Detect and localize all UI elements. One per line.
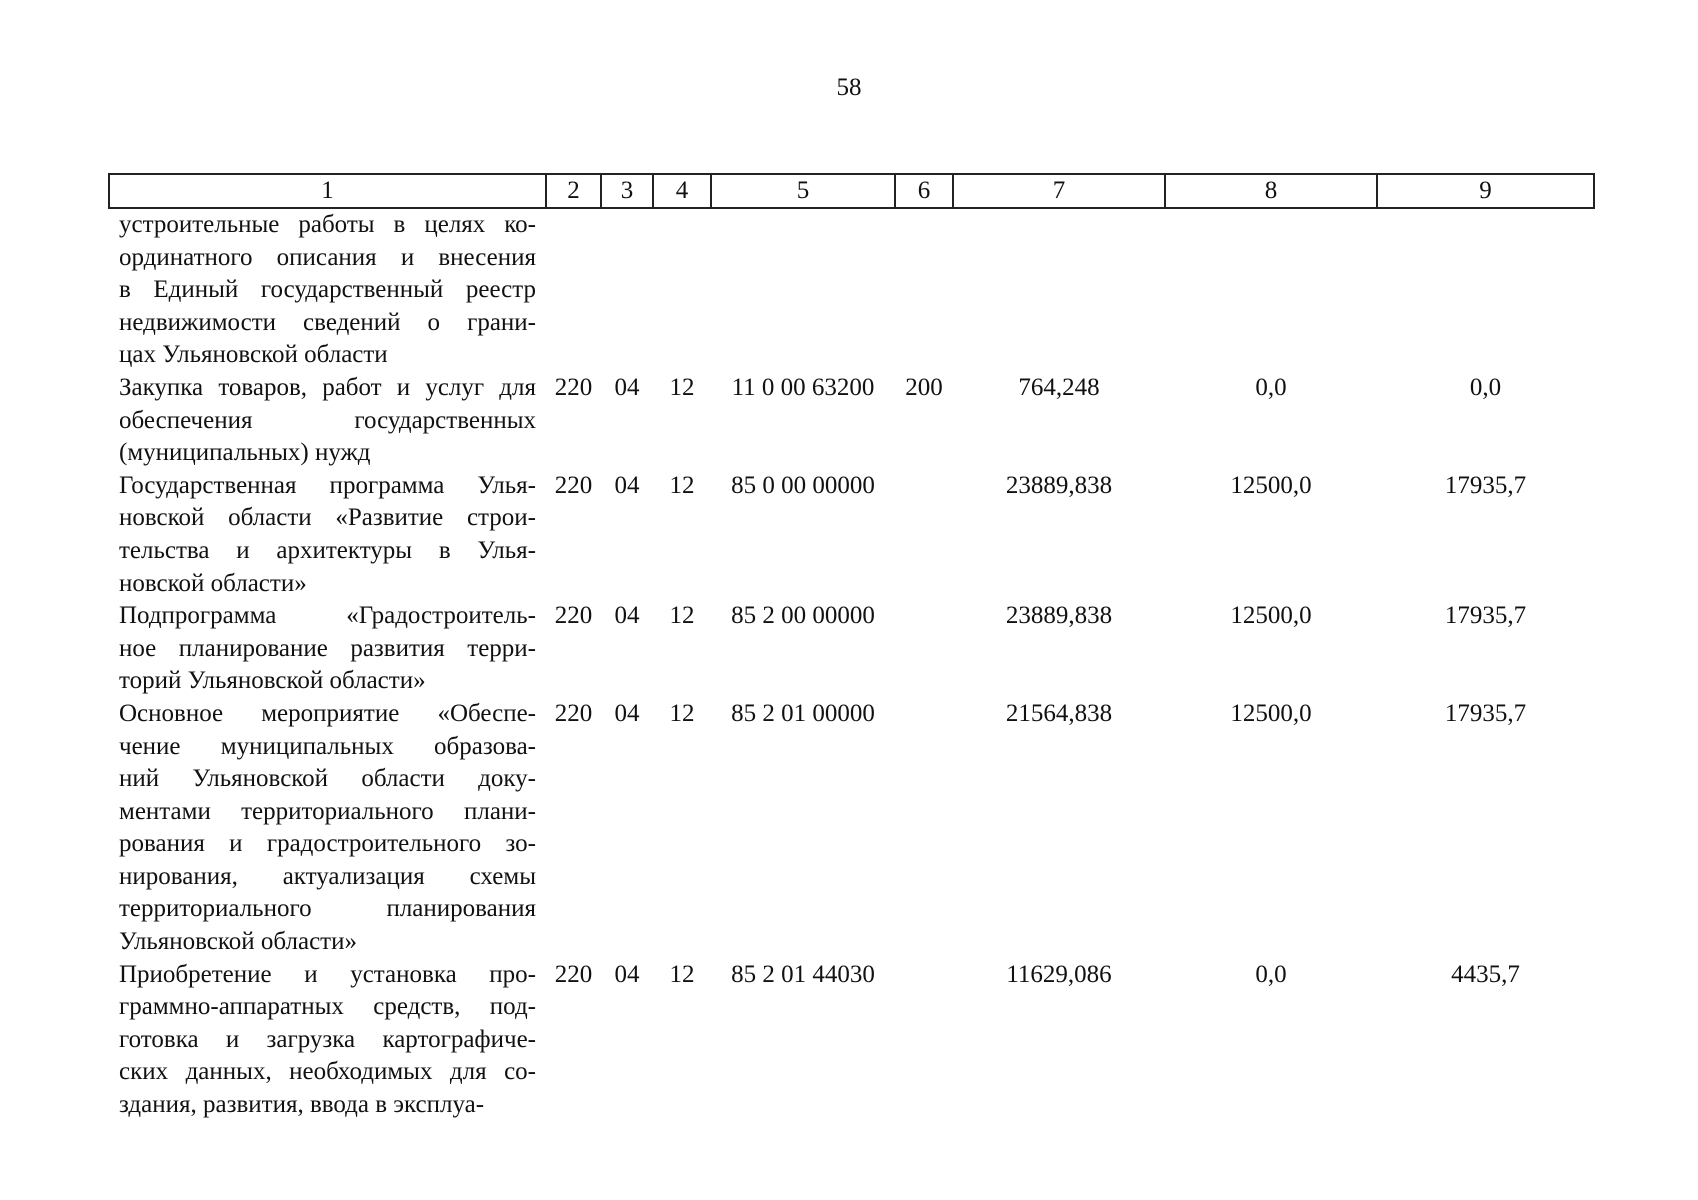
row-description [109, 470, 546, 600]
description-line: недвижимости сведений о грани- [119, 308, 536, 336]
header-col-4: 4 [653, 174, 711, 208]
description-line: ний Ульяновской области доку- [119, 765, 536, 793]
cell-amount-col9: 17935,7 [1444, 471, 1527, 499]
description-line: территориального планирования [119, 895, 536, 923]
cell-code-subsection: 12 [669, 960, 695, 988]
table-row [109, 600, 1594, 698]
cell-amount-col7: 11629,086 [1006, 960, 1112, 988]
header-col-2: 2 [546, 174, 601, 208]
cell-amount-col8: 12500,0 [1230, 471, 1312, 499]
budget-table [108, 173, 1595, 1122]
cell-code-subsection: 12 [669, 699, 695, 727]
description-line: готовка и загрузка картографиче- [119, 1025, 536, 1053]
description-line: нирования, актуализация схемы [119, 862, 536, 890]
cell-amount-col7 [953, 208, 1165, 372]
cell-amount-col7: 21564,838 [1005, 699, 1113, 727]
description-line: тельства и архитектуры в Улья- [119, 536, 536, 564]
description-line: ментами территориального плани- [119, 797, 536, 825]
row-description [109, 600, 546, 698]
description-line: ное планирование развития терри- [119, 634, 536, 662]
cell-code-section: 04 [614, 960, 640, 988]
cell-code-section: 04 [614, 699, 640, 727]
cell-amount-col8: 0,0 [1255, 373, 1287, 401]
cell-code-target: 11 0 00 63200 [731, 373, 875, 401]
row-description [109, 698, 546, 959]
description-line: новской области «Развитие строи- [119, 504, 536, 532]
cell-amount-col8: 12500,0 [1230, 699, 1312, 727]
cell-code-target: 85 0 00 00000 [731, 471, 875, 499]
cell-code-expense-type [895, 470, 953, 600]
description-line: Подпрограмма «Градостроитель- [119, 602, 536, 630]
cell-code-admin [546, 208, 601, 372]
cell-code-subsection [653, 208, 711, 372]
description-line: Ульяновской области» [119, 928, 357, 956]
cell-amount-col9: 17935,7 [1444, 602, 1527, 630]
cell-code-target [711, 208, 895, 372]
cell-amount-col8 [1165, 208, 1377, 372]
description-line: обеспечения государственных [119, 406, 536, 434]
cell-amount-col8: 0,0 [1255, 960, 1287, 988]
table-row [109, 959, 1594, 1122]
cell-amount-col7: 23889,838 [1005, 602, 1113, 630]
cell-code-section: 04 [614, 602, 640, 630]
description-line: Государственная программа Улья- [119, 471, 536, 499]
description-line: граммно-аппаратных средств, под- [119, 993, 536, 1021]
description-line: новской области» [119, 569, 307, 597]
table-row [109, 698, 1594, 959]
cell-code-subsection: 12 [669, 373, 695, 401]
cell-code-admin: 220 [554, 699, 593, 727]
cell-amount-col7: 23889,838 [1005, 471, 1113, 499]
cell-amount-col9: 17935,7 [1444, 699, 1527, 727]
header-col-7: 7 [953, 174, 1165, 208]
table-row [109, 372, 1594, 470]
description-line: ских данных, необходимых для со- [119, 1058, 536, 1086]
cell-code-admin: 220 [554, 602, 593, 630]
header-col-6: 6 [895, 174, 953, 208]
row-description [109, 208, 546, 372]
page-number: 58 [836, 74, 862, 101]
cell-code-admin: 220 [554, 471, 593, 499]
cell-code-expense-type: 200 [905, 373, 943, 401]
cell-code-admin: 220 [554, 960, 593, 988]
row-description [109, 372, 546, 470]
description-line: ординатного описания и внесения [119, 243, 536, 271]
cell-code-subsection: 12 [669, 602, 695, 630]
description-line: (муниципальных) нужд [119, 439, 371, 467]
cell-amount-col9: 0,0 [1469, 373, 1502, 401]
header-col-9: 9 [1377, 174, 1594, 208]
header-col-5: 5 [711, 174, 895, 208]
cell-code-target: 85 2 01 44030 [731, 960, 875, 988]
header-col-3: 3 [601, 174, 653, 208]
description-line: Основное мероприятие «Обеспе- [119, 699, 536, 727]
description-line: рования и градостроительного зо- [119, 830, 536, 858]
table-row [109, 208, 1594, 372]
header-col-8: 8 [1165, 174, 1377, 208]
description-line: Приобретение и установка про- [119, 960, 536, 988]
cell-code-expense-type [895, 698, 953, 959]
description-line: Закупка товаров, работ и услуг для [119, 373, 536, 401]
description-line: цах Ульяновской области [119, 341, 388, 369]
cell-code-expense-type [895, 600, 953, 698]
cell-amount-col9 [1377, 208, 1594, 372]
cell-amount-col9: 4435,7 [1451, 960, 1520, 988]
table-header-row [109, 174, 1594, 208]
cell-code-section: 04 [614, 471, 640, 499]
cell-code-target: 85 2 01 00000 [731, 699, 875, 727]
cell-code-section: 04 [614, 373, 640, 401]
description-line: устроительные работы в целях ко- [119, 211, 536, 238]
description-line: здания, развития, ввода в эксплуа- [119, 1091, 485, 1119]
cell-code-section [601, 208, 653, 372]
cell-code-expense-type [895, 208, 953, 372]
cell-amount-col8: 12500,0 [1230, 602, 1312, 630]
cell-code-subsection: 12 [669, 471, 695, 499]
table-row [109, 470, 1594, 600]
row-description [109, 959, 546, 1122]
cell-code-target: 85 2 00 00000 [731, 602, 875, 630]
table-body [109, 208, 1594, 1122]
header-col-1: 1 [109, 174, 546, 208]
description-line: торий Ульяновской области» [119, 667, 426, 695]
cell-code-admin: 220 [554, 373, 593, 401]
description-line: чение муниципальных образова- [119, 732, 536, 760]
cell-code-expense-type [895, 959, 953, 1122]
cell-amount-col7: 764,248 [1018, 373, 1100, 401]
description-line: в Единый государственный реестр [119, 276, 536, 304]
